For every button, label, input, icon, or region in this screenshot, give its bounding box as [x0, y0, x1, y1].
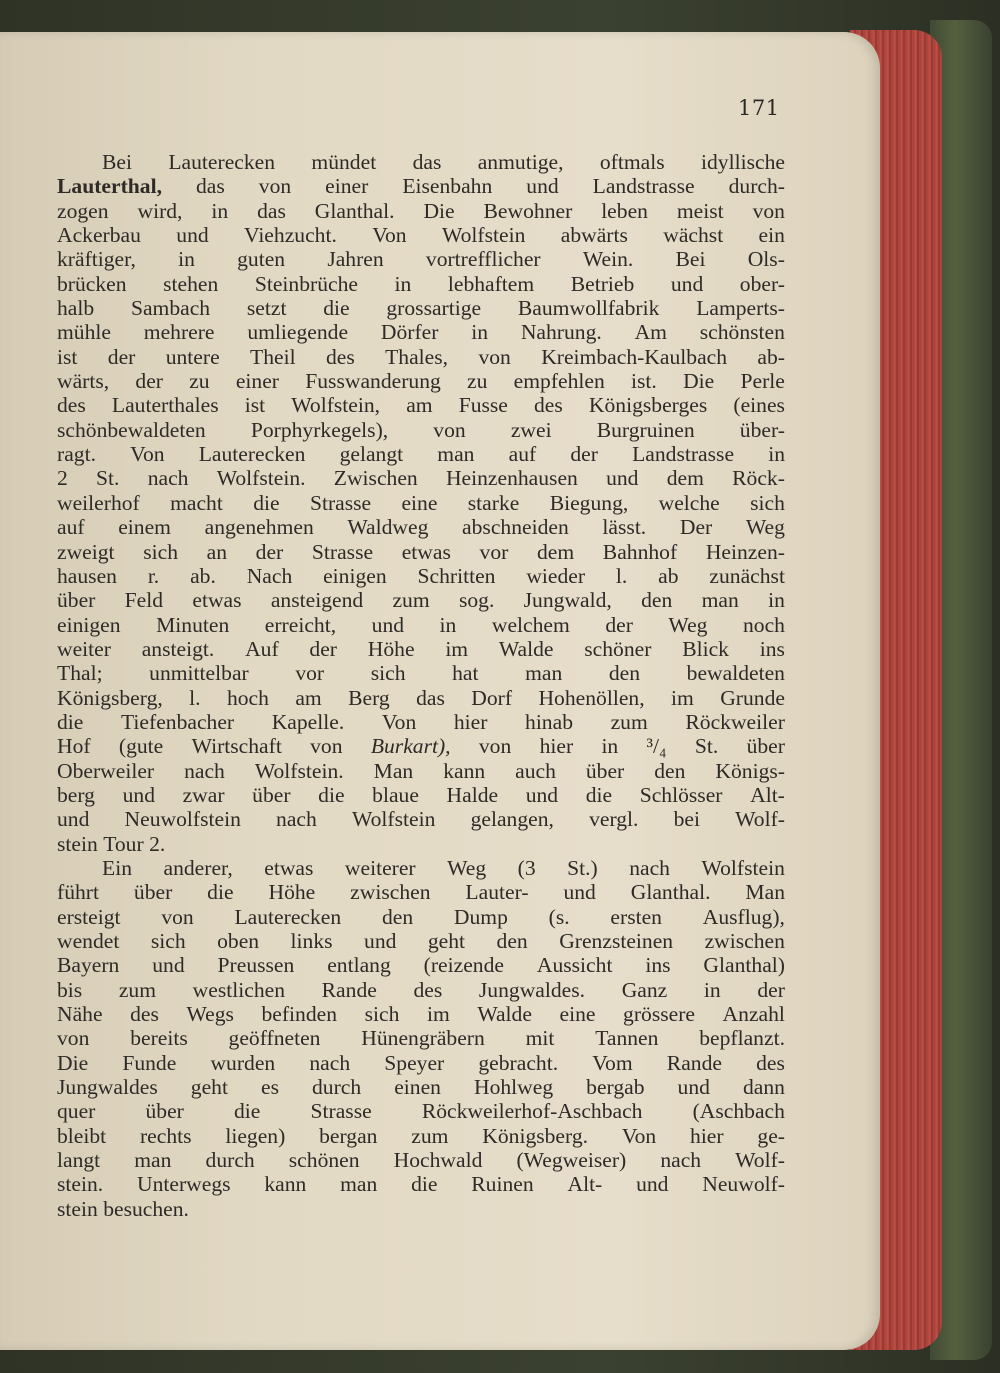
text-line: berg und zwar über die blaue Halde und die Schlösser Alt-: [57, 782, 785, 807]
text-line: kräftiger, in guten Jahren vortrefflicher Wein. Bei Ols-: [57, 247, 785, 272]
text-line: schönbewaldeten Porphyrkegels), von zwei Burgruinen über-: [57, 417, 785, 442]
body-text: [57, 150, 785, 1221]
text-line: stein Tour 2.: [57, 831, 166, 856]
text-line: Ackerbau und Viehzucht. Von Wolfstein abwärts wächst ein: [57, 223, 785, 248]
text-line: Jungwaldes geht es durch einen Hohlweg bergab und dann: [57, 1075, 785, 1100]
text-line: Bayern und Preussen entlang (reizende Aussicht ins Glanthal): [57, 953, 785, 978]
text-line: über Feld etwas ansteigend zum sog. Jungwald, den man in: [57, 588, 785, 613]
text-line: weiter ansteigt. Auf der Höhe im Walde schöner Blick ins: [57, 636, 785, 661]
text-line: des Lauterthales ist Wolfstein, am Fusse des Königsberges (eines: [57, 393, 785, 418]
text-line: und Neuwolfstein nach Wolfstein gelangen, vergl. bei Wolf-: [57, 807, 785, 832]
page-number: 171: [738, 96, 780, 120]
text-line: zweigt sich an der Strasse etwas vor dem Bahnhof Heinzen-: [57, 539, 785, 564]
text-line: Nähe des Wegs befinden sich im Walde eine grössere Anzahl: [57, 1002, 785, 1027]
text-line: bis zum westlichen Rande des Jungwaldes. Ganz in der: [57, 977, 785, 1002]
text-line: Thal; unmittelbar vor sich hat man den bewaldeten: [57, 661, 785, 686]
text-line: führt über die Höhe zwischen Lauter- und Glanthal. Man: [57, 880, 785, 905]
text-line: quer über die Strasse Röckweilerhof-Aschbach (Aschbach: [57, 1099, 785, 1124]
text-line: Bei Lauterecken mündet das anmutige, oftmals idyllische: [102, 150, 785, 174]
text-line: zogen wird, in das Glanthal. Die Bewohner leben meist von: [57, 198, 785, 223]
text-line: weilerhof macht die Strasse eine starke Biegung, welche sich: [57, 490, 785, 515]
text-line: bleibt rechts liegen) bergan zum Königsberg. Von hier ge-: [57, 1123, 785, 1148]
text-line: stein besuchen.: [57, 1196, 189, 1221]
text-line: Lauterthal, das von einer Eisenbahn und Landstrasse durch-: [57, 174, 785, 199]
text-line: Ein anderer, etwas weiterer Weg (3 St.) nach Wolfstein: [102, 855, 785, 880]
text-line: brücken stehen Steinbrüche in lebhaftem Betrieb und ober-: [57, 271, 785, 296]
text-line: hausen r. ab. Nach einigen Schritten wieder l. ab zunächst: [57, 563, 785, 588]
text-line: auf einem angenehmen Waldweg abschneiden lässt. Der Weg: [57, 515, 785, 540]
text-line: halb Sambach setzt die grossartige Baumwollfabrik Lamperts-: [57, 296, 785, 321]
text-line: ist der untere Theil des Thales, von Kreimbach-Kaulbach ab-: [57, 344, 785, 369]
text-line: die Tiefenbacher Kapelle. Von hier hinab zum Röckweiler: [57, 709, 785, 734]
text-line: Oberweiler nach Wolfstein. Man kann auch über den Königs-: [57, 758, 785, 783]
text-line: einigen Minuten erreicht, und in welchem der Weg noch: [57, 612, 785, 637]
text-line: wärts, der zu einer Fusswanderung zu empfehlen ist. Die Perle: [57, 369, 785, 394]
text-line: wendet sich oben links und geht den Grenzsteinen zwischen: [57, 929, 785, 953]
text-line: mühle mehrere umliegende Dörfer in Nahrung. Am schönsten: [57, 320, 785, 345]
text-line: ragt. Von Lauterecken gelangt man auf der Landstrasse in: [57, 442, 785, 467]
text-line: Die Funde wurden nach Speyer gebracht. Vom Rande des: [57, 1050, 785, 1075]
text-line: stein. Unterwegs kann man die Ruinen Alt- und Neuwolf-: [57, 1172, 785, 1197]
text-line: Königsberg, l. hoch am Berg das Dorf Hohenöllen, im Grunde: [57, 685, 785, 710]
text-line: ersteigt von Lauterecken den Dump (s. ersten Ausflug),: [57, 904, 785, 929]
text-line: von bereits geöffneten Hünengräbern mit Tannen bepflanzt.: [57, 1026, 785, 1051]
text-line: langt man durch schönen Hochwald (Wegweiser) nach Wolf-: [57, 1148, 785, 1173]
text-line: Hof (gute Wirtschaft von Burkart), von hier in ³/₄ St. über: [57, 734, 785, 759]
text-line: 2 St. nach Wolfstein. Zwischen Heinzenhausen und dem Röck-: [57, 466, 785, 491]
